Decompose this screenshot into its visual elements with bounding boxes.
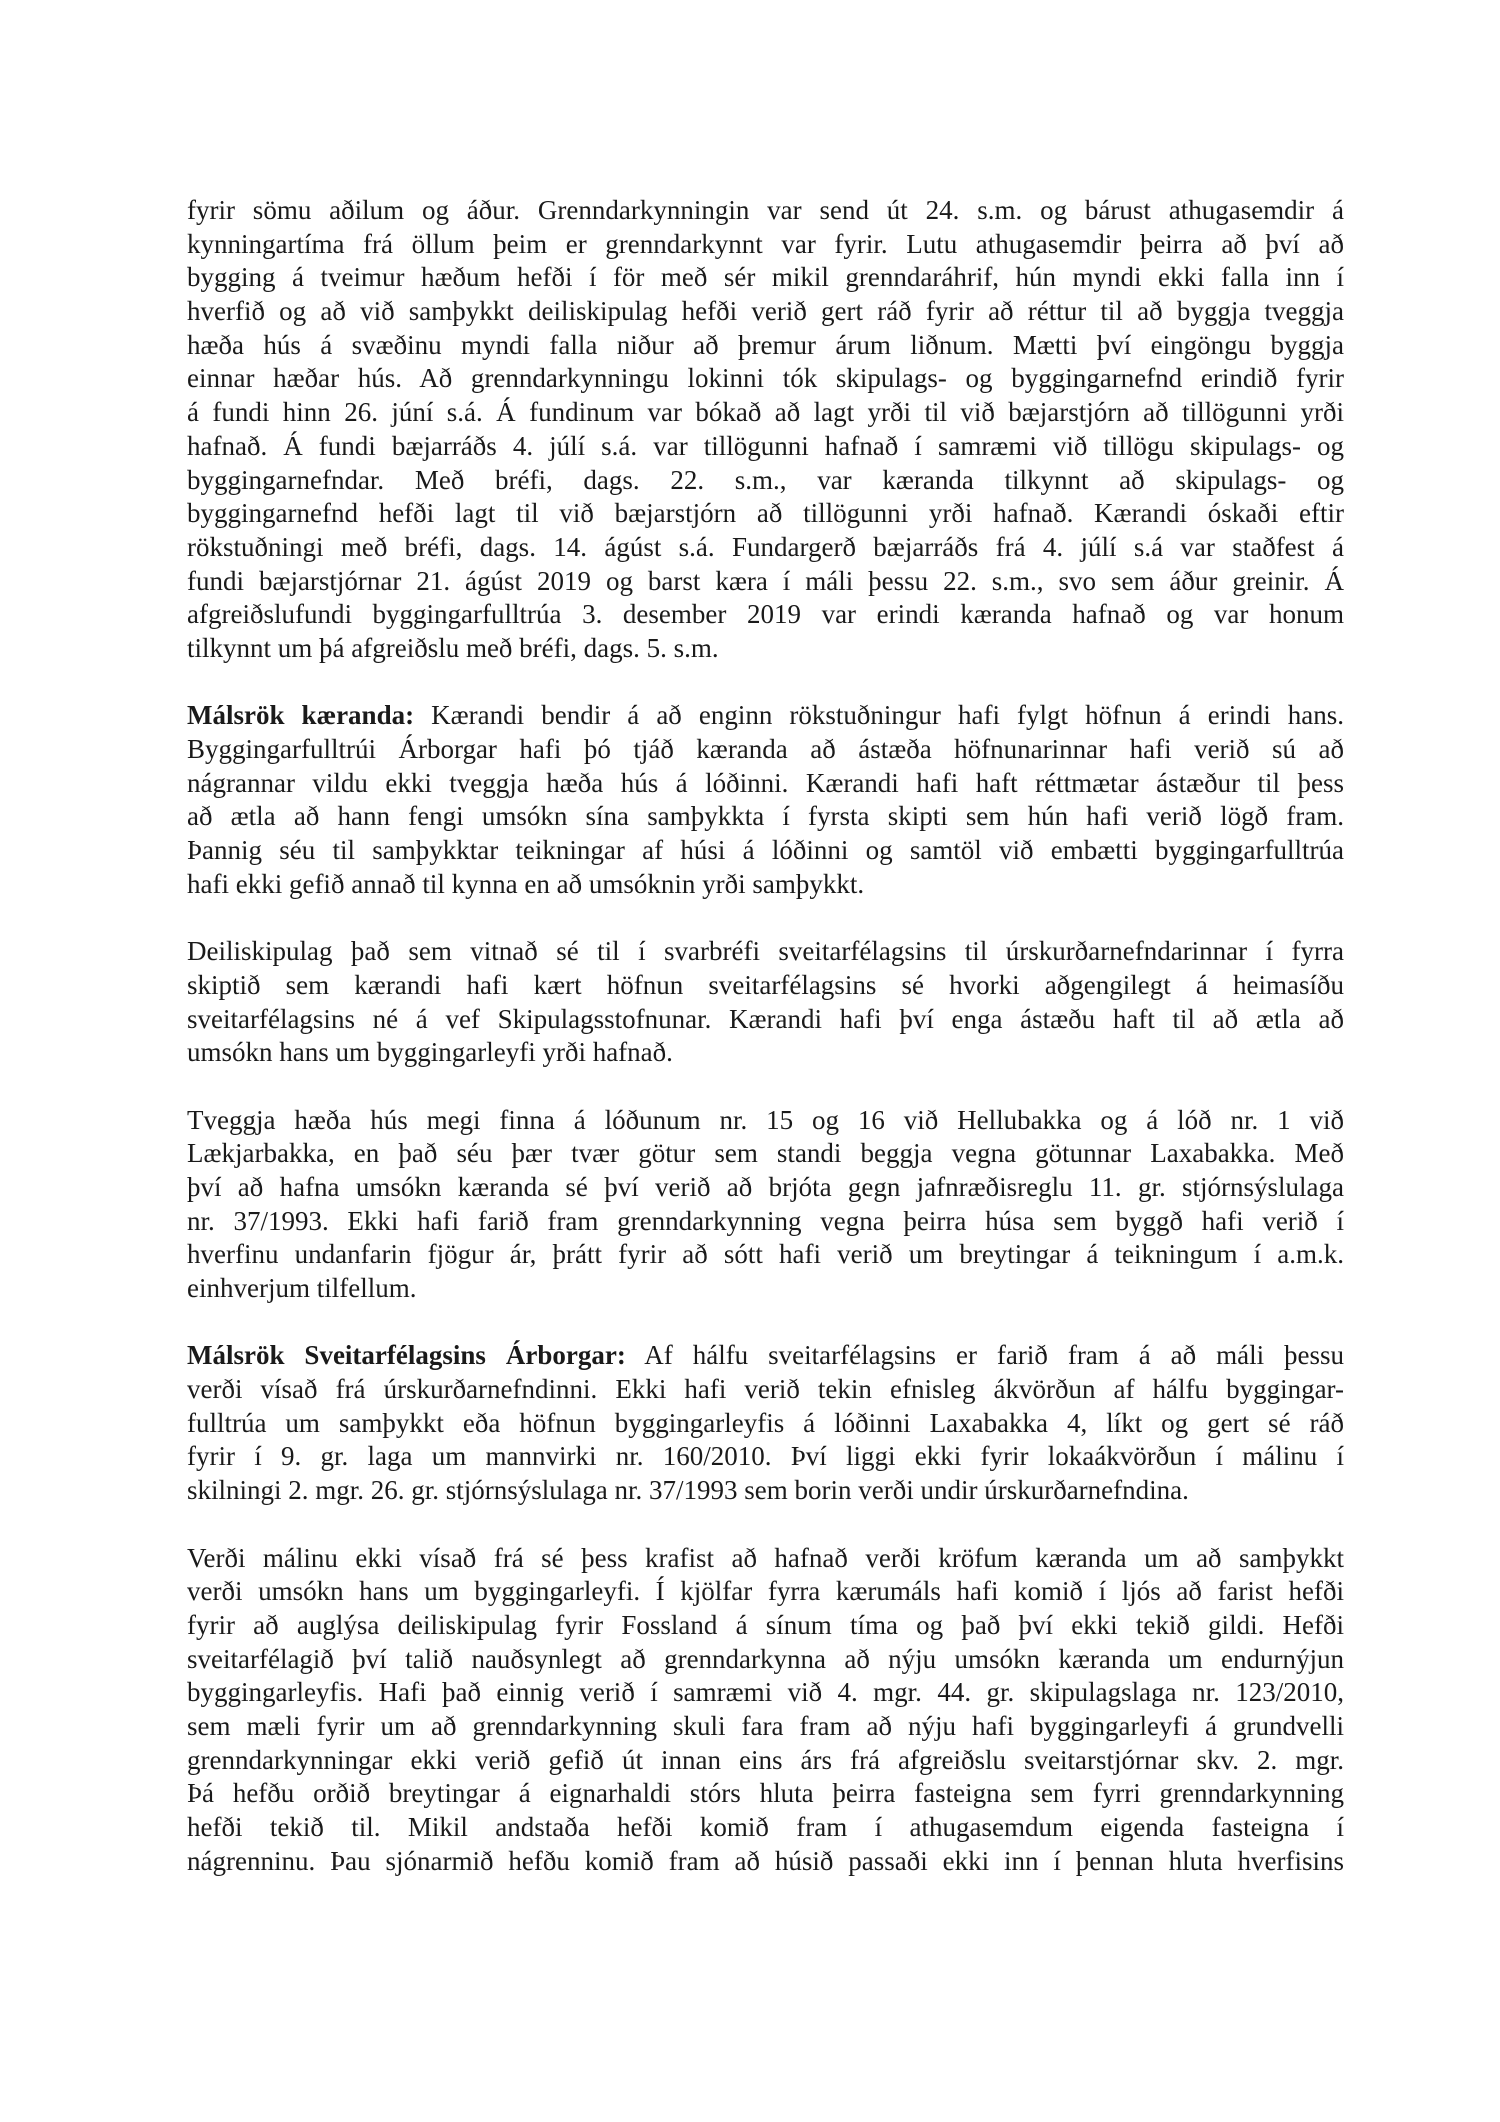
text-line	[187, 430, 1344, 464]
text-line	[187, 868, 1344, 902]
line-text: nr. 37/1993. Ekki hafi farið fram grenndarkynning vegna þeirra húsa sem byggð hafi verið í	[187, 1205, 1344, 1236]
text-line	[187, 1676, 1344, 1710]
line-text: því að hafna umsókn kæranda sé því verið að brjóta gegn jafnræðisreglu 11. gr. stjórnsýslulaga	[187, 1171, 1344, 1202]
section-heading: Málsrök kæranda:	[187, 700, 415, 731]
line-text: skiptið sem kærandi hafi kært höfnun sveitarfélagsins sé hvorki aðgengilegt á heimasíðu	[187, 969, 1344, 1000]
line-text: einhverjum tilfellum.	[187, 1273, 417, 1303]
text-line	[187, 935, 1344, 969]
text-line	[187, 1575, 1344, 1609]
paragraph	[187, 1104, 1344, 1306]
text-line	[187, 1407, 1344, 1441]
line-text: nágrenninu. Þau sjónarmið hefðu komið fram að húsið passaði ekki inn í þennan hluta hverfisins	[187, 1845, 1344, 1876]
text-line	[187, 295, 1344, 329]
text-line	[187, 1845, 1344, 1879]
text-line	[187, 1272, 1344, 1306]
text-line	[187, 362, 1344, 396]
paragraph	[187, 194, 1344, 666]
line-text: rökstuðningi með bréfi, dags. 14. ágúst s.á. Fundargerð bæjarráðs frá 4. júlí s.á var staðfest á	[187, 531, 1344, 562]
text-line	[187, 396, 1344, 430]
text-line	[187, 464, 1344, 498]
text-line	[187, 329, 1344, 363]
text-line	[187, 497, 1344, 531]
text-line	[187, 531, 1344, 565]
text-line	[187, 1339, 1344, 1373]
line-text: Þá hefðu orðið breytingar á eignarhaldi stórs hluta þeirra fasteigna sem fyrri grenndarkynning	[187, 1778, 1344, 1809]
text-line	[187, 733, 1344, 767]
text-line	[187, 1474, 1344, 1508]
text-line	[187, 632, 1344, 666]
line-text: nágrannar vildu ekki tveggja hæða hús á lóðinni. Kærandi hafi haft réttmætar ástæður til þess	[187, 767, 1344, 798]
text-line	[187, 1643, 1344, 1677]
text-line	[187, 1811, 1344, 1845]
line-text: Af hálfu sveitarfélagsins er farið fram á að máli þessu	[625, 1340, 1345, 1371]
line-text: fyrir sömu aðilum og áður. Grenndarkynningin var send út 24. s.m. og bárust athugasemdir á	[187, 195, 1344, 225]
text-line	[187, 565, 1344, 599]
line-text: Tveggja hæða hús megi finna á lóðunum nr. 15 og 16 við Hellubakka og á lóð nr. 1 við	[187, 1104, 1344, 1135]
paragraph	[187, 1542, 1344, 1879]
paragraph-gap	[187, 1306, 1344, 1340]
line-text: byggingarnefnd hefði lagt til við bæjarstjórn að tillögunni yrði hafnað. Kærandi óskaði eftir	[187, 498, 1344, 529]
line-text: afgreiðslufundi byggingarfulltrúa 3. desember 2019 var erindi kæranda hafnað og var honum	[187, 599, 1344, 630]
text-line	[187, 1373, 1344, 1407]
paragraph-gap	[187, 666, 1344, 700]
line-text: sveitarfélagsins né á vef Skipulagsstofnunar. Kærandi hafi því enga ástæðu haft til að ætla að	[187, 1003, 1344, 1034]
text-line	[187, 194, 1344, 228]
line-text: umsókn hans um byggingarleyfi yrði hafnað.	[187, 1037, 673, 1068]
text-line	[187, 1744, 1344, 1778]
line-text: hafi ekki gefið annað til kynna en að umsóknin yrði samþykkt.	[187, 868, 865, 899]
line-text: hefði tekið til. Mikil andstaða hefði komið fram í athugasemdum eigenda fasteigna í	[187, 1812, 1344, 1842]
text-line	[187, 1003, 1344, 1037]
line-text: bygging á tveimur hæðum hefði í för með sér mikil grenndaráhrif, hún myndi ekki falla inn í	[187, 262, 1344, 293]
line-text: Byggingarfulltrúi Árborgar hafi þó tjáð kæranda að ástæða höfnunarinnar hafi verið sú að	[187, 734, 1344, 764]
line-text: hafnað. Á fundi bæjarráðs 4. júlí s.á. var tillögunni hafnað í samræmi við tillögu skipulags- og	[187, 430, 1344, 461]
text-line	[187, 1171, 1344, 1205]
line-text: sem mæli fyrir um að grenndarkynning skuli fara fram að nýju hafi byggingarleyfi á grundvelli	[187, 1710, 1344, 1741]
text-line	[187, 1036, 1344, 1070]
line-text: Þannig séu til samþykktar teikningar af húsi á lóðinni og samtöl við embætti byggingarfulltrúa	[187, 835, 1344, 866]
line-text: byggingarnefndar. Með bréfi, dags. 22. s.m., var kæranda tilkynnt að skipulags- og	[187, 464, 1344, 495]
text-line	[187, 1710, 1344, 1744]
text-line	[187, 1104, 1344, 1138]
line-text: Kærandi bendir á að enginn rökstuðningur hafi fylgt höfnun á erindi hans.	[414, 700, 1345, 731]
text-line	[187, 1440, 1344, 1474]
line-text: verði vísað frá úrskurðarnefndinni. Ekki hafi verið tekin efnisleg ákvörðun af hálfu byggingar-	[187, 1374, 1344, 1405]
line-text: fulltrúa um samþykkt eða höfnun byggingarleyfis á lóðinni Laxabakka 4, líkt og gert sé ráð	[187, 1407, 1344, 1438]
document-page	[187, 194, 1344, 1878]
line-text: á fundi hinn 26. júní s.á. Á fundinum var bókað að lagt yrði til við bæjarstjórn að tillögunni yrði	[187, 397, 1344, 428]
line-text: skilningi 2. mgr. 26. gr. stjórnsýslulaga nr. 37/1993 sem borin verði undir úrskurðarnefndina.	[187, 1475, 1189, 1506]
text-line	[187, 261, 1344, 295]
text-line	[187, 969, 1344, 1003]
line-text: verði umsókn hans um byggingarleyfi. Í kjölfar fyrra kærumáls hafi komið í ljós að farist hefði	[187, 1576, 1344, 1607]
line-text: grenndarkynningar ekki verið gefið út innan eins árs frá afgreiðslu sveitarstjórnar skv. 2. mgr.	[187, 1744, 1344, 1775]
paragraph-gap	[187, 1508, 1344, 1542]
line-text: hverfið og að við samþykkt deiliskipulag hefði verið gert ráð fyrir að réttur til að byggja tveggja	[187, 296, 1344, 327]
line-text: að ætla að hann fengi umsókn sína samþykkta í fyrsta skipti sem hún hafi verið lögð fram.	[187, 801, 1344, 832]
line-text: Deiliskipulag það sem vitnað sé til í svarbréfi sveitarfélagsins til úrskurðarnefndarinnar í fyrra	[187, 936, 1344, 967]
text-line	[187, 1609, 1344, 1643]
line-text: fyrir að auglýsa deiliskipulag fyrir Fossland á sínum tíma og það því ekki tekið gildi. Hefði	[187, 1609, 1344, 1640]
text-line	[187, 800, 1344, 834]
line-text: fundi bæjarstjórnar 21. ágúst 2019 og barst kæra í máli þessu 22. s.m., svo sem áður greinir. Á	[187, 565, 1344, 596]
text-line	[187, 1542, 1344, 1576]
text-line	[187, 767, 1344, 801]
text-line	[187, 1238, 1344, 1272]
line-text: Verði málinu ekki vísað frá sé þess krafist að hafnað verði kröfum kæranda um að samþykkt	[187, 1542, 1344, 1573]
paragraph	[187, 935, 1344, 1070]
text-line	[187, 1205, 1344, 1239]
line-text: byggingarleyfis. Hafi það einnig verið í samræmi við 4. mgr. 44. gr. skipulagslaga nr. 123/2010,	[187, 1677, 1344, 1708]
text-line	[187, 699, 1344, 733]
line-text: hverfinu undanfarin fjögur ár, þrátt fyrir að sótt hafi verið um breytingar á teikningum í a.m.k.	[187, 1239, 1344, 1270]
line-text: tilkynnt um þá afgreiðslu með bréfi, dags. 5. s.m.	[187, 632, 719, 663]
section-paragraph	[187, 699, 1344, 901]
section-paragraph	[187, 1339, 1344, 1507]
paragraph-gap	[187, 1070, 1344, 1104]
line-text: sveitarfélagið því talið nauðsynlegt að grenndarkynna að nýju umsókn kæranda um endurnýjun	[187, 1643, 1344, 1674]
line-text: Lækjarbakka, en það séu þær tvær götur sem standi beggja vegna götunnar Laxabakka. Með	[187, 1138, 1344, 1169]
line-text: hæða hús á svæðinu myndi falla niður að þremur árum liðnum. Mætti því eingöngu byggja	[187, 329, 1344, 360]
line-text: fyrir í 9. gr. laga um mannvirki nr. 160/2010. Því liggi ekki fyrir lokaákvörðun í málinu í	[187, 1441, 1344, 1472]
text-line	[187, 1777, 1344, 1811]
line-text: kynningartíma frá öllum þeim er grenndarkynnt var fyrir. Lutu athugasemdir þeirra að því að	[187, 228, 1344, 259]
text-line	[187, 1137, 1344, 1171]
text-line	[187, 598, 1344, 632]
paragraph-gap	[187, 901, 1344, 935]
section-heading: Málsrök Sveitarfélagsins Árborgar:	[187, 1340, 626, 1371]
line-text: einnar hæðar hús. Að grenndarkynningu lokinni tók skipulags- og byggingarnefnd erindið fyrir	[187, 363, 1344, 394]
text-line	[187, 834, 1344, 868]
text-line	[187, 228, 1344, 262]
